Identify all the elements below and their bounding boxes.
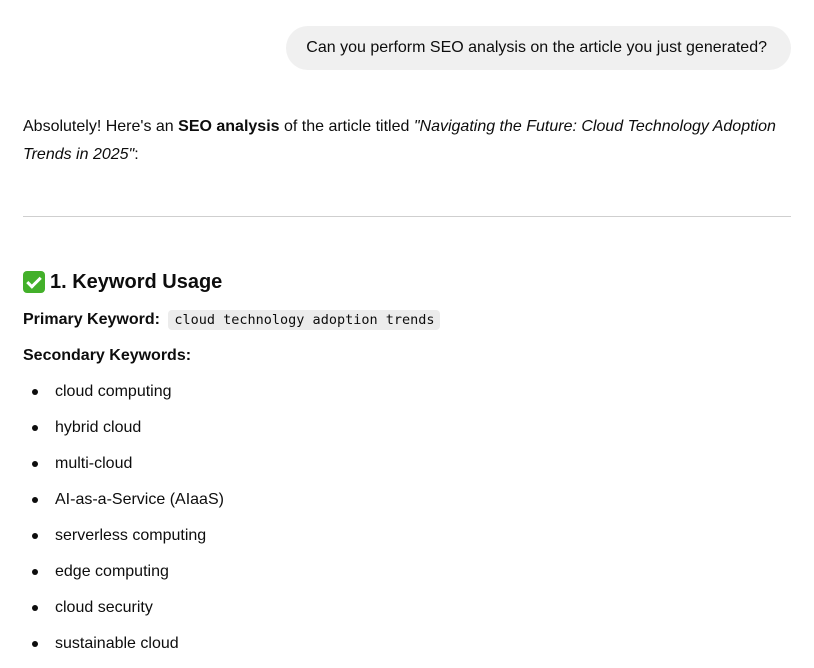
list-item [23, 416, 224, 452]
section-heading-keyword-usage [23, 269, 222, 295]
section-heading-text: 1. Keyword Usage [50, 270, 223, 293]
secondary-keywords-label: Secondary Keywords: [23, 347, 192, 364]
list-item-text: serverless computing [55, 527, 207, 544]
bullet-icon [32, 605, 38, 611]
bullet-icon [32, 497, 38, 503]
list-item-text: sustainable cloud [55, 635, 179, 652]
intro-middle: of the article titled [279, 118, 414, 135]
list-item [23, 560, 224, 596]
assistant-message [23, 113, 793, 652]
bullet-icon [32, 461, 38, 467]
bullet-icon [32, 533, 38, 539]
list-item [23, 524, 224, 560]
list-item [23, 452, 224, 488]
intro-prefix: Absolutely! Here's an [23, 118, 179, 135]
list-item-text: multi-cloud [55, 455, 133, 472]
bullet-icon [32, 569, 38, 575]
bullet-icon [32, 641, 38, 647]
assistant-intro [23, 113, 793, 169]
primary-keyword-code: cloud technology adoption trends [168, 310, 440, 330]
list-item-text: hybrid cloud [55, 419, 142, 436]
list-item-text: edge computing [55, 563, 169, 580]
list-item [23, 488, 224, 524]
check-mark-icon [23, 271, 45, 293]
primary-keyword-label: Primary Keyword: [23, 311, 160, 328]
user-message-bubble: Can you perform SEO analysis on the article you just generated? [286, 26, 791, 70]
primary-keyword-line [23, 308, 440, 332]
bullet-icon [32, 389, 38, 395]
list-item [23, 596, 224, 632]
article-title: "Navigating the Future: Cloud Technology Adoption Trends in 2025" [23, 118, 776, 163]
list-item-text: AI-as-a-Service (AIaaS) [55, 491, 224, 508]
divider [23, 216, 791, 217]
intro-suffix: : [134, 146, 139, 163]
bullet-icon [32, 425, 38, 431]
list-item [23, 632, 224, 668]
user-message-row [286, 26, 791, 70]
list-item-text: cloud computing [55, 383, 172, 400]
list-item-text: cloud security [55, 599, 153, 616]
list-item [23, 380, 224, 416]
secondary-keywords-list [23, 380, 224, 668]
intro-bold: SEO analysis [178, 118, 280, 135]
